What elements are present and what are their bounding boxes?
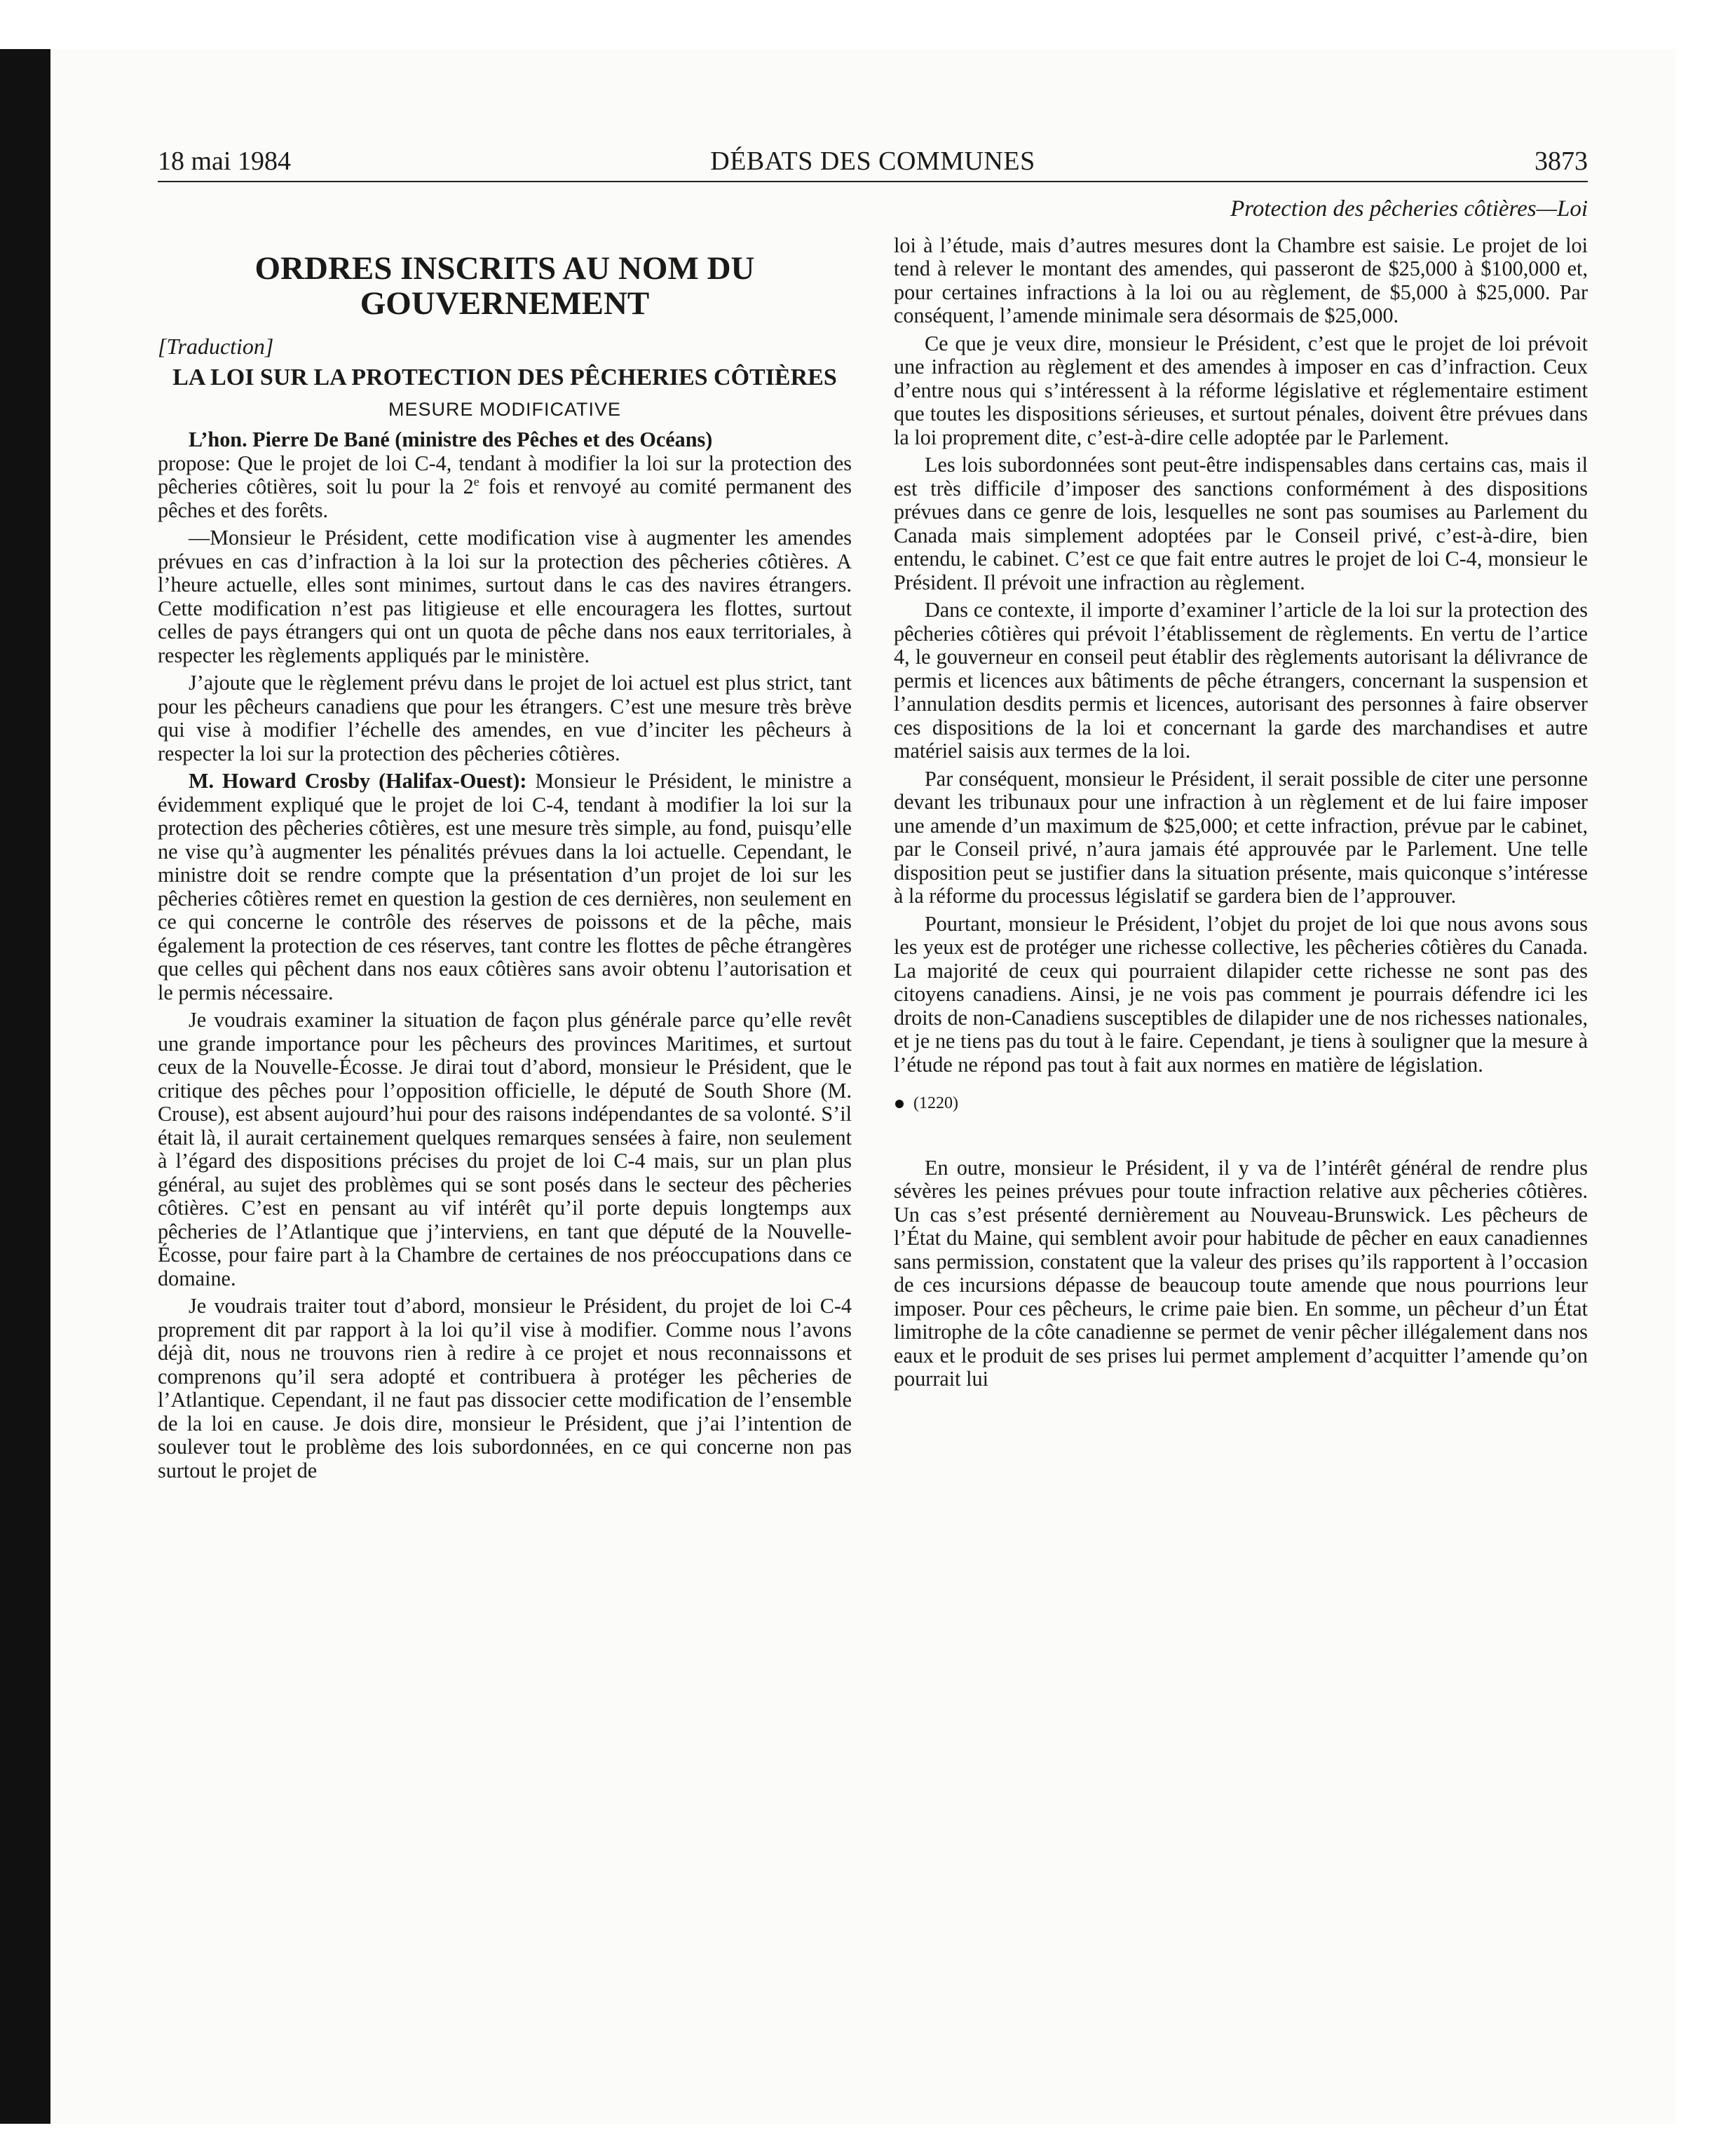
header-page-number: 3873 — [1535, 146, 1588, 176]
left-column — [158, 198, 852, 1487]
scan-edge — [0, 49, 50, 2124]
paragraph: Les lois subordonnées sont peut-être indispensables dans certains cas, mais il est très difficile d’imposer des sanctions conformément à des dispositions prévues dans ce genre de lois, lesquelles ne sont pas soumises au Parlement du Canada mais simplement adoptées par le Conseil privé, c’est-à-dire, bien entendu, le cabinet. C’est ce que fait entre autres le projet de loi C-4, monsieur le Président. Il prévoit une infraction au règlement. — [894, 453, 1588, 594]
time-marker — [894, 1092, 1588, 1116]
paragraph — [158, 770, 852, 1004]
right-column — [894, 198, 1588, 1396]
header-journal: DÉBATS DES COMMUNES — [710, 146, 1035, 176]
paragraph-text: Monsieur le Président, le ministre a évidemment expliqué que le projet de loi C-4, tendant à modifier la loi sur la protection des pêcheries côtières, est une mesure très simple, au fond, puisqu’elle ne vise qu’à augmenter les pénalités prévues dans la loi actuelle. Cependant, le ministre doit se rendre compte que la présentation d’un projet de loi sur les pêcheries côtières remet en question la gestion de ces dernières, non seulement en ce qui concerne le contrôle des réserves de poissons et de la pêche, mais également la protection de ces réserves, tant contre les flottes de pêche étrangères que celles qui pêchent dans nos eaux côtières sans avoir obtenu l’autorisation et le permis nécessaire. — [158, 769, 852, 1004]
time-marker-text: (1220) — [913, 1094, 958, 1112]
bill-subtitle: MESURE MODIFICATIVE — [388, 398, 622, 420]
running-head: Protection des pêcheries côtières—Loi — [1230, 196, 1588, 221]
superscript: e — [473, 474, 479, 489]
header-rule — [158, 181, 1588, 182]
paragraph: En outre, monsieur le Président, il y va de l’intérêt général de rendre plus sévères les peines prévues pour toute infraction relative aux pêcheries côtières. Un cas s’est présenté dernièrement au Nouveau-Brunswick. Les pêcheurs de l’État du Maine, qui semblent avoir pour habitude de pêcher en eaux canadiennes sans permission, constatent que la valeur des prises qu’ils rapportent à l’occasion de ces incursions dépasse de beaucoup toute amende que nous pourrions leur imposer. Pour ces pêcheurs, le crime paie bien. En somme, un pêcheur d’un État limitrophe de la côte canadienne se permet de venir pêcher illégalement dans nos eaux et le produit de ses prises lui permet amplement d’acquitter l’amende qu’on pourrait lui — [894, 1155, 1588, 1391]
paragraph-text: fois et renvoyé au comité permanent des pêches et des forêts. — [158, 475, 852, 522]
section-title: ORDRES INSCRITS AU NOM DU GOUVERNEMENT — [254, 250, 755, 322]
paragraph: J’ajoute que le règlement prévu dans le projet de loi actuel est plus strict, tant pour les pêcheurs canadiens que pour les étrangers. C’est une mesure très brève qui vise à modifier l’échelle des amendes, en vue d’inciter les pêcheurs à respecter la loi sur la protection des pêcheries côtières. — [158, 671, 852, 765]
bill-title: LA LOI SUR LA PROTECTION DES PÊCHERIES CÔTIÈRES — [172, 364, 837, 390]
speaker-name: M. Howard Crosby (Halifax-Ouest): — [189, 769, 527, 793]
paragraph: Ce que je veux dire, monsieur le Président, c’est que le projet de loi prévoit une infraction au règlement et des amendes à imposer en cas d’infraction. Ceux d’entre nous qui s’intéressent à la réforme législative et réglementaire estiment que toutes les dispositions sérieuses, et surtout pénales, doivent être prévues dans la loi proprement dite, c’est-à-dire celle adoptée par le Parlement. — [894, 331, 1588, 449]
header-date: 18 mai 1984 — [158, 146, 291, 176]
speaker-name: L’hon. Pierre De Bané (ministre des Pêches et des Océans) — [189, 428, 713, 451]
paragraph: Je voudrais examiner la situation de façon plus générale parce qu’elle revêt une grande importance pour les pêcheurs des provinces Maritimes, et surtout ceux de la Nouvelle-Écosse. Je dirai tout d’abord, monsieur le Président, que le critique des pêches pour l’opposition officielle, le député de South Shore (M. Crouse), est absent aujourd’hui pour des raisons indépendantes de sa volonté. S’il était là, il aurait certainement quelques remarques sensées à faire, non seulement à l’égard des dispositions précises du projet de loi C-4 mais, sur un plan plus général, au sujet des problèmes qui se sont posés dans le secteur des pêcheries côtières. C’est en pensant au vif intérêt qu’il porte depuis longtemps aux pêcheries de l’Atlantique que j’interviens, en tant que député de la Nouvelle-Écosse, pour faire part à la Chambre de certaines de nos préoccupations dans ce domaine. — [158, 1008, 852, 1290]
paragraph: Dans ce contexte, il importe d’examiner l’article de la loi sur la protection des pêcheries côtières qui prévoit l’établissement de règlements. En vertu de l’artice 4, le gouverneur en conseil peut établir des règlements autorisant la délivrance de permis et licences aux bâtiments de pêche étrangers, concernant la suspension et l’annulation desdits permis et licences, autorisant des personnes à faire observer ces dispositions de la loi et concernant la garde des marchandises et autre matériel saisis aux termes de la loi. — [894, 598, 1588, 763]
paragraph: Je voudrais traiter tout d’abord, monsieur le Président, du projet de loi C-4 proprement dit par rapport à la loi qu’il vise à modifier. Comme nous l’avons déjà dit, nous ne trouvons rien à redire à ce projet et nous reconnaissons et comprenons qu’il sera adopté et contribuera à protéger les pêcheries de l’Atlantique. Cependant, il ne faut pas dissocier cette modification de l’ensemble de la loi en cause. Je dois dire, monsieur le Président, que j’ai l’intention de soulever tout le problème des lois subordonnées, en ce qui concerne non pas surtout le projet de — [158, 1294, 852, 1482]
paragraph — [158, 428, 852, 522]
translation-note: [Traduction] — [158, 334, 274, 359]
paragraph: loi à l’étude, mais d’autres mesures dont la Chambre est saisie. Le projet de loi tend à relever le montant des amendes, qui passeront de $25,000 à $100,000 et, pour certaines infractions à la loi ou au règlement, de $5,000 à $25,000. Par conséquent, l’amende minimale sera désormais de $25,000. — [894, 233, 1588, 327]
page-header — [158, 146, 1588, 181]
paragraph-text: propose: Que le projet de loi C-4, tendant à modifier la loi sur la protection des pêcheries côtières, soit lu pour la 2 — [158, 451, 852, 498]
bullet-icon — [895, 1100, 904, 1108]
paragraph: —Monsieur le Président, cette modification vise à augmenter les amendes prévues en cas d’infraction à la loi sur la protection des pêcheries côtières. A l’heure actuelle, elles sont minimes, surtout dans le cas des navires étrangers. Cette modification n’est pas litigieuse et elle encouragera les flottes, surtout celles de pays étrangers qui ont un quota de pêche dans nos eaux territoriales, à respecter les règlements appliqués par le ministère. — [158, 526, 852, 667]
paragraph: Pourtant, monsieur le Président, l’objet du projet de loi que nous avons sous les yeux est de protéger une richesse collective, les pêcheries côtières du Canada. La majorité de ceux qui pourraient dilapider cette richesse ne sont pas des citoyens canadiens. Ainsi, je ne vois pas comment je pourrais défendre ici les droits de non-Canadiens susceptibles de dilapider une de nos richesses nationales, et je ne tiens pas du tout à le faire. Cependant, je tiens à souligner que la mesure à l’étude ne répond pas tout à fait aux normes en matière de législation. — [894, 911, 1588, 1077]
paragraph: Par conséquent, monsieur le Président, il serait possible de citer une personne devant les tribunaux pour une infraction à un règlement et de lui faire imposer une amende d’un maximum de $25,000; et cette infraction, prévue par le cabinet, par le Conseil privé, n’aura jamais été approuvée par le Parlement. Une telle disposition peut se justifier dans la situation présente, mais quiconque s’intéresse à la réforme du processus législatif se gardera bien de l’approuver. — [894, 766, 1588, 908]
